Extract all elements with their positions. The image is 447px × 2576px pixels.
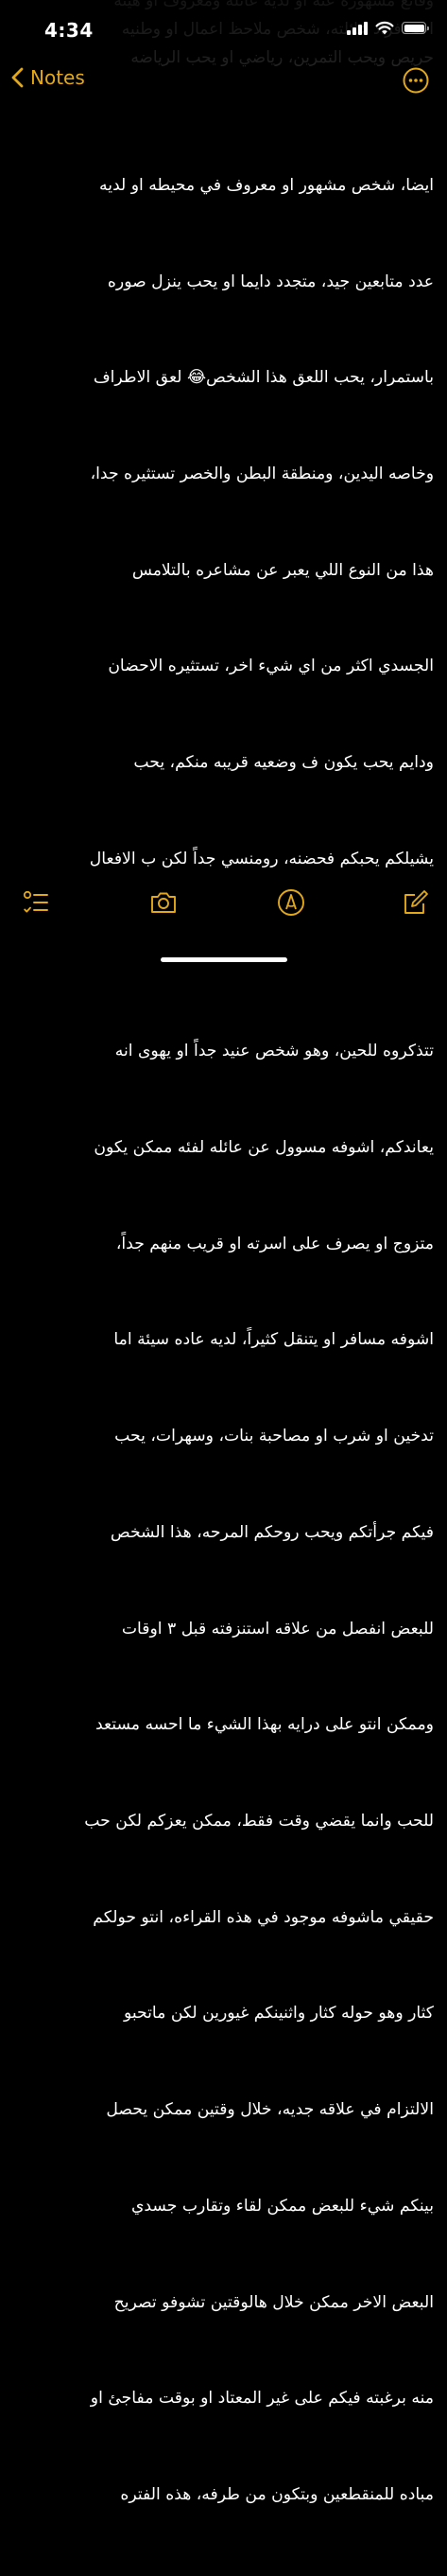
note-line: مباده للمنقطعين وبتكون من طرفه، هذه الفتره xyxy=(120,2485,434,2505)
note-line: الجسدي اكثر من اي شيء اخر، تستثيره الاحضان xyxy=(108,657,434,676)
note-line: وممكن انتو على درايه بهذا الشيء ما احسه مستعد xyxy=(95,1715,434,1735)
note-line: تتذكروه للحين، وهو شخص عنيد جداً او يهوى انه xyxy=(114,1042,434,1061)
note-line: البعض الاخر ممكن خلال هالوقتين تشوفو تصريح xyxy=(113,2292,434,2312)
battery-icon xyxy=(402,22,426,34)
wifi-icon xyxy=(375,21,394,35)
battery-level-fill xyxy=(404,25,424,32)
status-icons xyxy=(347,21,426,35)
note-line: عدد متابعين جيد، متجدد دايما او يحب ينزل صوره xyxy=(107,272,434,291)
note-line: فيكم جرأتكم ويحب روحكم المرحه، هذا الشخص xyxy=(110,1522,434,1542)
note-line: يشيلكم يحبكم فحضنه، رومنسي جداً لكن ب الافعال xyxy=(89,849,434,868)
note-line: كثار وهو حوله كثار واثنينكم غيورين لكن ماتحبو xyxy=(123,2004,434,2024)
back-button-label: Notes xyxy=(30,66,85,89)
ellipsis-circle-icon[interactable] xyxy=(402,66,430,95)
compose-icon[interactable] xyxy=(401,887,431,918)
note-line: حقيقي ماشوفه موجود في هذه القراءه، انتو حولكم xyxy=(93,1907,434,1927)
markup-pen-icon[interactable] xyxy=(276,887,306,918)
note-line: باستمرار، يحب اللعق هذا الشخص😂 لعق الاطراف xyxy=(93,368,434,388)
note-line: متزوج او يصرف على اسرته او قريب منهم جداً، xyxy=(115,1234,434,1253)
note-line: بينكم شيء للبعض ممكن لقاء وتقارب جسدي xyxy=(130,2196,434,2216)
note-line: ايضا، شخص مشهور او معروف في محيطه او لديه xyxy=(99,175,434,195)
note-line: يعاندكم، اشوفه مسوول عن عائله لفئه ممكن يكون xyxy=(94,1138,434,1157)
status-bar xyxy=(0,0,447,57)
note-text[interactable] xyxy=(0,104,447,2576)
home-indicator[interactable] xyxy=(161,957,287,962)
note-line: وخاصه اليدين، ومنطقة البطن والخصر تستثيره جدا، xyxy=(90,464,434,483)
note-line: منه برغبته فيكم على غير المعتاد او بوقت مفاجئ او xyxy=(90,2389,434,2409)
checklist-icon[interactable] xyxy=(21,887,51,918)
note-line: ودايم يحب يكون ف وضعيه قريبه منكم، يحب xyxy=(133,753,434,773)
bottom-toolbar xyxy=(0,876,447,969)
navigation-bar xyxy=(0,57,447,104)
note-line: اشوفه مسافر او يتنقل كثيراً، لديه عاده سيئة اما xyxy=(113,1330,434,1350)
note-line: هذا من النوع اللي يعبر عن مشاعره بالتلامس xyxy=(131,560,434,580)
camera-icon[interactable] xyxy=(148,887,179,918)
note-line: للحب وانما يقضي وقت فقط، ممكن يعزكم لكن حب xyxy=(84,1812,434,1831)
note-line: الالتزام في علاقه جديه، خلال وقتين ممكن يحصل xyxy=(106,2100,434,2120)
note-line: للبعض انفصل من علاقه استنزفته قبل ٣ اوقات xyxy=(121,1619,434,1638)
note-body[interactable] xyxy=(0,104,447,2505)
back-button[interactable] xyxy=(9,66,85,89)
chevron-left-icon xyxy=(9,66,26,89)
note-line: تدخين او شرب او مصاحبة بنات، وسهرات، يحب xyxy=(114,1427,434,1446)
status-time: 4:34 xyxy=(44,19,94,42)
cellular-signal-icon xyxy=(347,22,368,35)
